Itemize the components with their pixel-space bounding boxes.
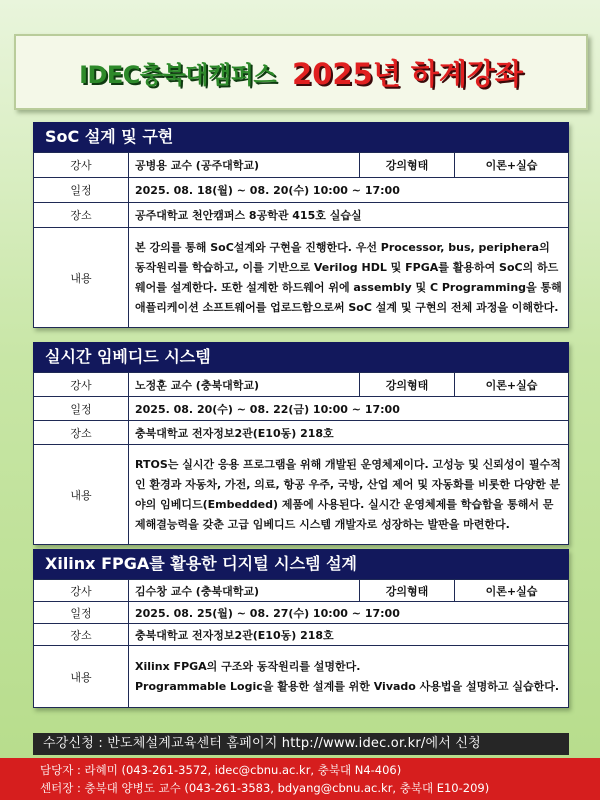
format-label: 강의형태 [360, 580, 455, 602]
banner-org: IDEC충북대캠퍼스 [79, 60, 277, 89]
registration-bar: 수강신청 : 반도체설계교육센터 홈페이지 http://www.idec.or.kr/에서 신청 [33, 733, 569, 755]
content-value [129, 646, 569, 708]
schedule-value: 2025. 08. 18(월) ~ 08. 20(수) 10:00 ~ 17:00 [129, 178, 569, 203]
place-label: 장소 [34, 203, 129, 228]
format-value: 이론+실습 [455, 373, 569, 397]
course-title: Xilinx FPGA를 활용한 디지털 시스템 설계 [33, 549, 569, 579]
contact-director: 센터장 : 충북대 양병도 교수 (043-261-3583, bdyang@cbnu.ac.kr, 충북대 E10-209) [40, 781, 490, 795]
schedule-label: 일정 [34, 397, 129, 421]
schedule-label: 일정 [34, 602, 129, 624]
course-fpga [33, 549, 569, 708]
format-label: 강의형태 [360, 153, 455, 178]
place-value: 충북대학교 전자정보2관(E10동) 218호 [129, 624, 569, 646]
place-value: 충북대학교 전자정보2관(E10동) 218호 [129, 421, 569, 445]
format-value: 이론+실습 [455, 153, 569, 178]
course-table [33, 579, 569, 708]
contact-info [0, 758, 600, 800]
course-table [33, 152, 569, 328]
course-rtos [33, 342, 569, 545]
instructor-label: 강사 [34, 373, 129, 397]
place-value: 공주대학교 천안캠퍼스 8공학관 415호 실습실 [129, 203, 569, 228]
instructor-label: 강사 [34, 580, 129, 602]
banner-event: 2025년 하계강좌 [292, 56, 523, 91]
instructor-value: 공병용 교수 (공주대학교) [129, 153, 360, 178]
course-title: 실시간 임베디드 시스템 [33, 342, 569, 372]
course-soc [33, 122, 569, 328]
title-banner [14, 34, 588, 110]
place-label: 장소 [34, 421, 129, 445]
content-value: RTOS는 실시간 응용 프로그램을 위해 개발된 운영체제이다. 고성능 및 신뢰성이 필수적인 환경과 자동차, 가전, 의료, 항공 우주, 국방, 산업 제어 및 자동화를 비롯한 다양한 분야의 임베디드(Embedded) 제품에 사용된다. 실시간 운영체제를 학습함을 통해서 문제해결능력을 갖춘 고급 임베디드 시스템 개발자로 성장하는 발판을 마련한다. [129, 445, 569, 545]
content-value: 본 강의를 통해 SoC설계와 구현을 진행한다. 우선 Processor, bus, periphera의 동작원리를 학습하고, 이를 기반으로 Verilog HDL 및 FPGA를 활용하여 SoC의 하드웨어를 설계한다. 또한 설계한 하드웨어 위에 assembly 및 C Programming을 통해 애플리케이션 소프트웨어를 업로드함으로써 SoC 설계 및 구현의 전체 과정을 이해한다. [129, 228, 569, 328]
content-line: Programmable Logic을 활용한 설계를 위한 Vivado 사용법을 설명하고 실습한다. [135, 679, 560, 693]
content-line: Xilinx FPGA의 구조와 동작원리를 설명한다. [135, 659, 361, 673]
instructor-value: 노정훈 교수 (충북대학교) [129, 373, 360, 397]
format-label: 강의형태 [360, 373, 455, 397]
format-value: 이론+실습 [455, 580, 569, 602]
content-label: 내용 [34, 228, 129, 328]
schedule-value: 2025. 08. 25(월) ~ 08. 27(수) 10:00 ~ 17:00 [129, 602, 569, 624]
content-label: 내용 [34, 445, 129, 545]
contact-manager: 담당자 : 라혜미 (043-261-3572, idec@cbnu.ac.kr, 충북대 N4-406) [40, 763, 402, 777]
schedule-label: 일정 [34, 178, 129, 203]
course-title: SoC 설계 및 구현 [33, 122, 569, 152]
course-table [33, 372, 569, 545]
content-label: 내용 [34, 646, 129, 708]
instructor-label: 강사 [34, 153, 129, 178]
schedule-value: 2025. 08. 20(수) ~ 08. 22(금) 10:00 ~ 17:00 [129, 397, 569, 421]
place-label: 장소 [34, 624, 129, 646]
instructor-value: 김수창 교수 (충북대학교) [129, 580, 360, 602]
